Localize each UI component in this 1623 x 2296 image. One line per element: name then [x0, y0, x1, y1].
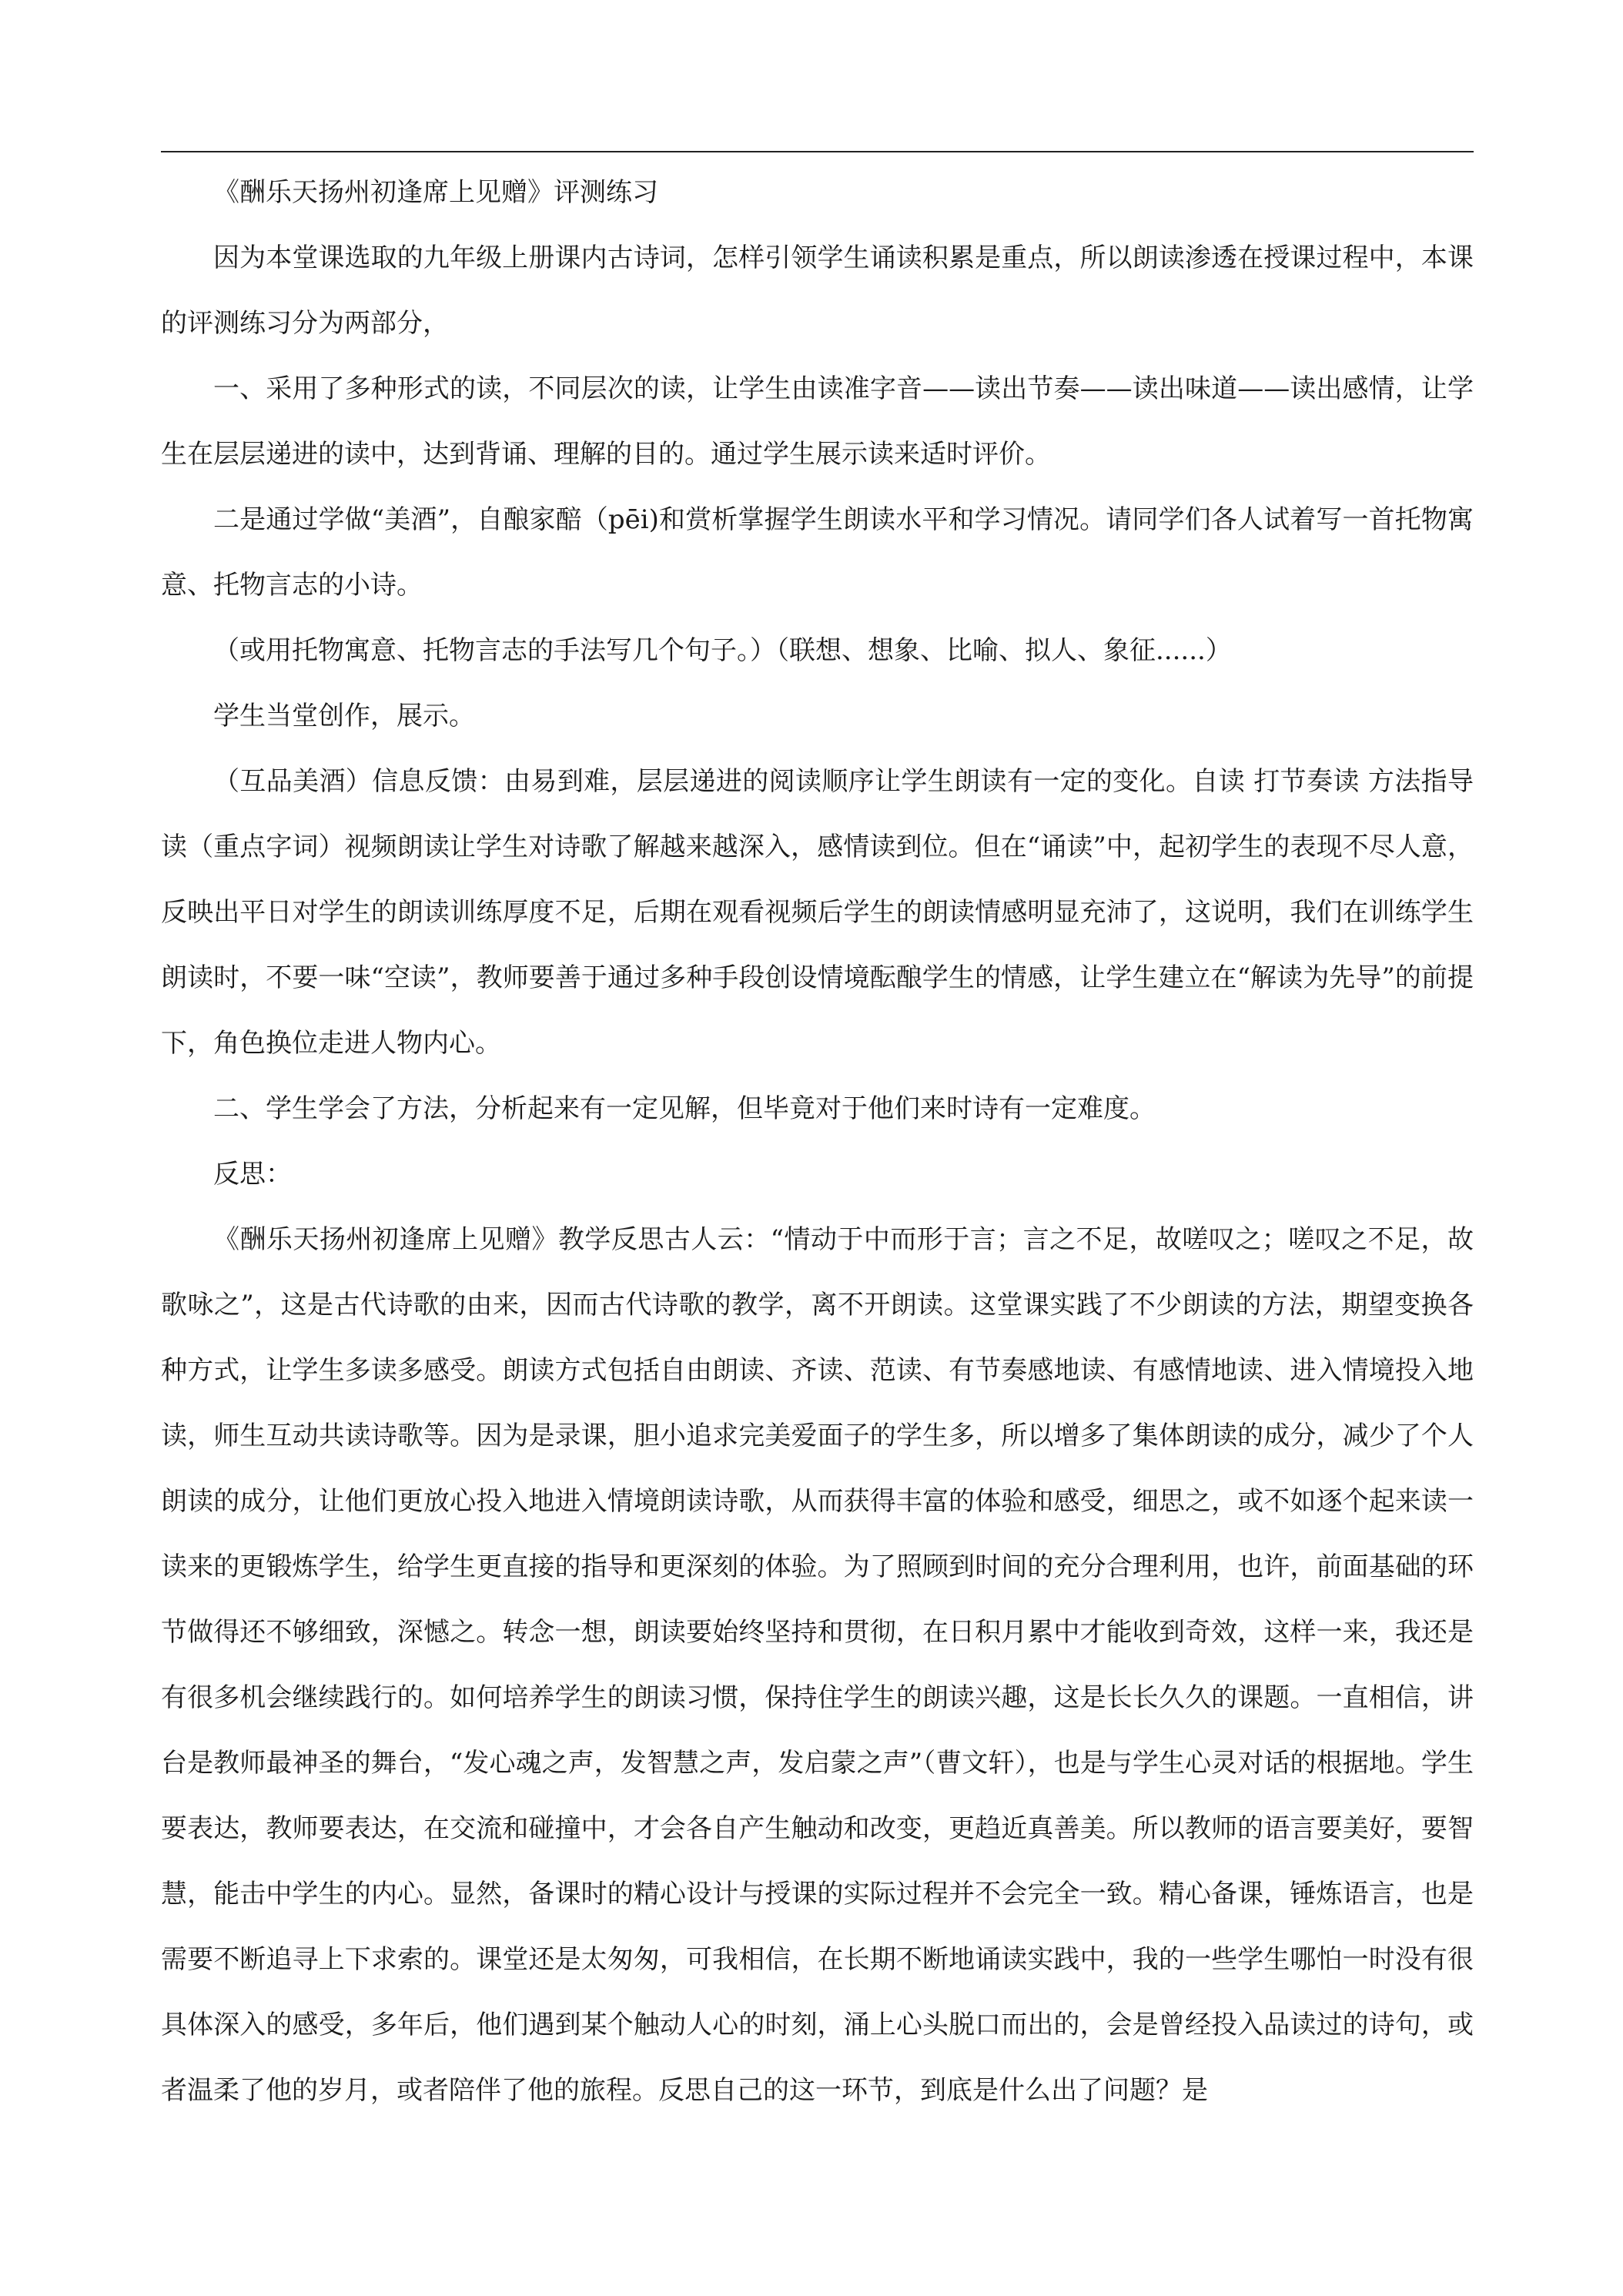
header-rule — [161, 151, 1474, 152]
document-title: 《酬乐天扬州初逢席上见赠》评测练习 — [213, 177, 658, 208]
paragraph-part-one: 一、采用了多种形式的读，不同层次的读，让学生由读准字音——读出节奏——读出味道——读出感情，让学生在层层递进的读中，达到背诵、理解的目的。通过学生展示读来适时评价。 — [161, 373, 1474, 470]
paragraph-reflection-heading: 反思： — [213, 1159, 292, 1190]
paragraph-intro: 因为本堂课选取的九年级上册课内古诗词，怎样引领学生诵读积累是重点，所以朗读渗透在授课过程中，本课的评测练习分为两部分， — [161, 243, 1474, 339]
paragraph-student-creation: 学生当堂创作，展示。 — [213, 701, 475, 731]
paragraph-second-point: 二、学生学会了方法，分析起来有一定见解，但毕竟对于他们来时诗有一定难度。 — [213, 1093, 1156, 1124]
document-body — [161, 160, 1474, 2124]
paragraph-reflection-body: 《酬乐天扬州初逢席上见赠》教学反思古人云：“情动于中而形于言；言之不足，故嗟叹之；嗟叹之不足，故歌咏之”，这是古代诗歌的由来，因而古代诗歌的教学，离不开朗读。这堂课实践了不少朗读的方法，期望变换各种方式，让学生多读多感受。朗读方式包括自由朗读、齐读、范读、有节奏感地读、有感情地读、进入情境投入地读，师生互动共读诗歌等。因为是录课，胆小追求完美爱面子的学生多，所以增多了集体朗读的成分，减少了个人朗读的成分，让他们更放心投入地进入情境朗读诗歌，从而获得丰富的体验和感受，细思之，或不如逐个起来读一读来的更锻炼学生，给学生更直接的指导和更深刻的体验。为了照顾到时间的充分合理利用，也许，前面基础的环节做得还不够细致，深憾之。转念一想，朗读要始终坚持和贯彻，在日积月累中才能收到奇效，这样一来，我还是有很多机会继续践行的。如何培养学生的朗读习惯，保持住学生的朗读兴趣，这是长长久久的课题。一直相信，讲台是教师最神圣的舞台，“发心魂之声，发智慧之声，发启蒙之声”（曹文轩），也是与学生心灵对话的根据地。学生要表达，教师要表达，在交流和碰撞中，才会各自产生触动和改变，更趋近真善美。所以教师的语言要美好，要智慧，能击中学生的内心。显然，备课时的精心设计与授课的实际过程并不会完全一致。精心备课，锤炼语言，也是需要不断追寻上下求索的。课堂还是太匆匆，可我相信，在长期不断地诵读实践中，我的一些学生哪怕一时没有很具体深入的感受，多年后，他们遇到某个触动人心的时刻，涌上心头脱口而出的，会是曾经投入品读过的诗句，或者温柔了他的岁月，或者陪伴了他的旅程。反思自己的这一环节，到底是什么出了问题？是 — [161, 1224, 1474, 2106]
paragraph-feedback: （互品美酒）信息反馈：由易到难，层层递进的阅读顺序让学生朗读有一定的变化。自读 打节奏读 方法指导读（重点字词）视频朗读让学生对诗歌了解越来越深入，感情读到位。但在“诵读”中，起初学生的表现不尽人意，反映出平日对学生的朗读训练厚度不足，后期在观看视频后学生的朗读情感明显充沛了，这说明，我们在训练学生朗读时，不要一味“空读”，教师要善于通过多种手段创设情境酝酿学生的情感，让学生建立在“解读为先导”的前提下，角色换位走进人物内心。 — [161, 766, 1474, 1059]
paragraph-alternative-task: （或用托物寓意、托物言志的手法写几个句子。）（联想、想象、比喻、拟人、象征......） — [213, 635, 1232, 666]
paragraph-part-two: 二是通过学做“美酒”，自酿家醅（pēi)和赏析掌握学生朗读水平和学习情况。请同学们各人试着写一首托物寓意、托物言志的小诗。 — [161, 504, 1474, 601]
